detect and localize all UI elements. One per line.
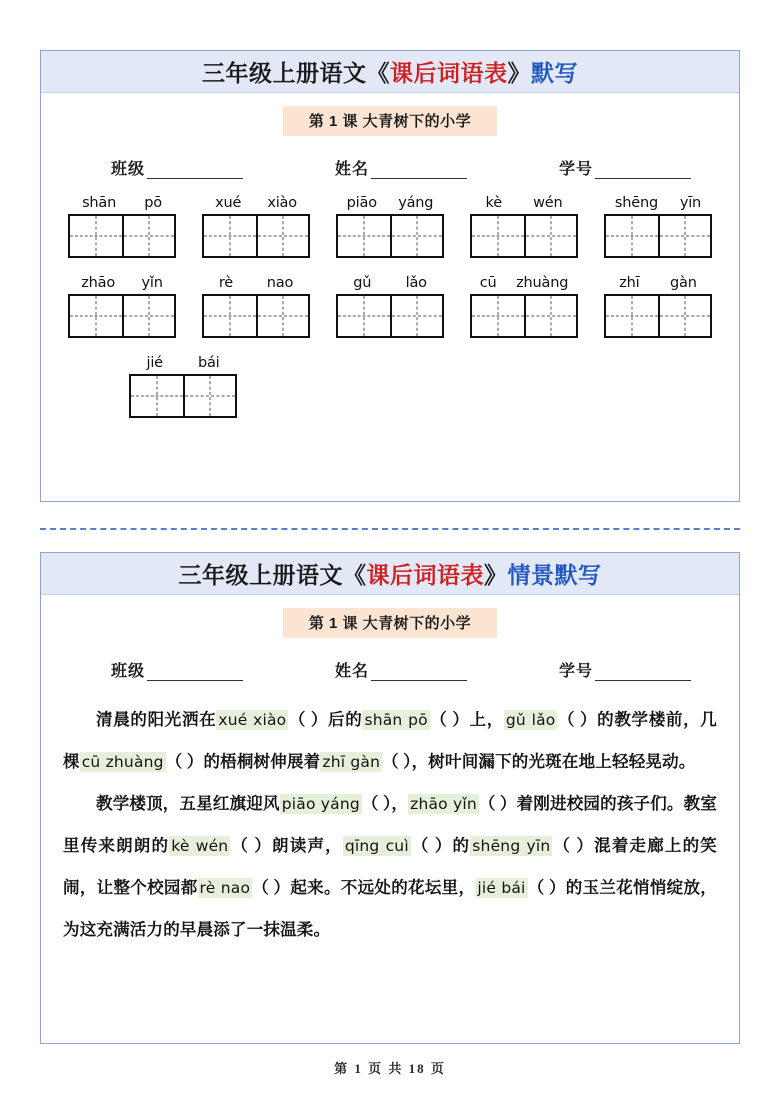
tianzige-cell[interactable] — [472, 296, 524, 336]
passage-area — [41, 699, 739, 950]
tianzige-box[interactable] — [202, 294, 310, 338]
tianzige-cell[interactable] — [70, 216, 122, 256]
word-cell[interactable] — [68, 275, 176, 338]
pinyin-syllable: zhī — [619, 275, 640, 291]
tianzige-box[interactable] — [604, 294, 712, 338]
tianzige-box[interactable] — [336, 294, 444, 338]
pinyin-syllable: yáng — [398, 195, 434, 211]
pinyin-syllable: piāo — [346, 195, 377, 211]
student-id-input-line[interactable] — [595, 163, 691, 179]
student-info-row — [41, 658, 739, 681]
tianzige-box[interactable] — [202, 214, 310, 258]
pinyin-prompt: piāo yáng — [281, 795, 360, 813]
pinyin-prompt: zhī gàn — [322, 753, 381, 771]
student-id-field[interactable] — [559, 658, 691, 681]
pinyin-pair — [604, 275, 712, 291]
pinyin-prompt: shēng yīn — [472, 837, 551, 855]
word-cell[interactable] — [336, 275, 444, 338]
pinyin-pair — [202, 195, 310, 211]
title-suffix: 默写 — [531, 61, 578, 86]
word-cell[interactable] — [470, 195, 578, 258]
tianzige-cell[interactable] — [204, 216, 256, 256]
pinyin-prompt: qīng cuì — [344, 837, 409, 855]
tianzige-cell[interactable] — [256, 216, 308, 256]
passage-text: 教学楼顶，五星红旗迎风 — [96, 794, 280, 813]
tianzige-cell[interactable] — [338, 296, 390, 336]
class-label: 班级 — [111, 161, 146, 178]
class-input-line[interactable] — [147, 163, 243, 179]
tianzige-cell[interactable] — [524, 296, 576, 336]
passage-text: （ ）起来。不远处的花坛里， — [252, 878, 476, 897]
pinyin-syllable: jié — [146, 355, 163, 371]
word-cell[interactable] — [202, 195, 310, 258]
pinyin-syllable: gàn — [670, 275, 697, 291]
pinyin-syllable: gǔ — [353, 275, 372, 291]
title-emphasis: 课后词语表 — [366, 563, 484, 588]
pinyin-syllable: kè — [485, 195, 502, 211]
title-suffix: 情景默写 — [507, 563, 602, 588]
pinyin-syllable: zhuàng — [516, 275, 569, 291]
passage-text: （ ）的教学楼前，几棵 — [63, 710, 718, 771]
title-prefix: 三年级上册语文 — [178, 563, 343, 588]
word-row — [41, 275, 739, 338]
tianzige-cell[interactable] — [70, 296, 122, 336]
tianzige-cell[interactable] — [658, 216, 710, 256]
name-input-line[interactable] — [371, 163, 467, 179]
title-bracket-close: 》 — [484, 563, 508, 588]
pinyin-prompt: xué xiào — [218, 711, 287, 729]
name-label: 姓名 — [334, 161, 369, 178]
pinyin-syllable: bái — [197, 355, 220, 371]
name-field[interactable] — [335, 156, 467, 179]
pinyin-prompt: jié bái — [477, 879, 526, 897]
pinyin-prompt: rè nao — [199, 879, 251, 897]
tianzige-cell[interactable] — [131, 376, 183, 416]
student-id-label: 学号 — [558, 663, 593, 680]
word-row — [41, 195, 739, 258]
passage-text: （ ），树叶间漏下的光斑在地上轻轻晃动。 — [382, 752, 696, 771]
page-title — [202, 55, 578, 88]
lesson-row — [41, 608, 739, 638]
passage-paragraph — [63, 783, 717, 950]
word-cell[interactable] — [202, 275, 310, 338]
word-cell[interactable] — [604, 275, 712, 338]
passage-paragraph — [63, 699, 717, 783]
pinyin-prompt: zhāo yǐn — [410, 795, 477, 813]
name-field[interactable] — [335, 658, 467, 681]
pinyin-syllable: nao — [266, 275, 294, 291]
word-row — [41, 355, 739, 418]
tianzige-cell[interactable] — [390, 216, 442, 256]
word-cell[interactable] — [129, 355, 237, 418]
tianzige-box[interactable] — [68, 214, 176, 258]
class-field[interactable] — [111, 156, 243, 179]
name-input-line[interactable] — [371, 665, 467, 681]
tianzige-cell[interactable] — [658, 296, 710, 336]
pinyin-syllable: shān — [82, 195, 117, 211]
page-footer: 第 1 页 共 18 页 — [334, 1061, 446, 1076]
title-band — [41, 553, 739, 595]
pinyin-syllable: wén — [533, 195, 563, 211]
student-id-field[interactable] — [559, 156, 691, 179]
tianzige-cell[interactable] — [390, 296, 442, 336]
pinyin-pair — [129, 355, 237, 371]
pinyin-syllable: xiào — [267, 195, 297, 211]
worksheet-panel-dictation — [40, 50, 740, 502]
student-id-input-line[interactable] — [595, 665, 691, 681]
tianzige-cell[interactable] — [606, 296, 658, 336]
pinyin-pair — [336, 275, 444, 291]
tianzige-cell[interactable] — [122, 216, 174, 256]
pinyin-prompt: gǔ lǎo — [505, 711, 556, 729]
section-separator — [40, 528, 740, 530]
passage-text: （ ）的梧桐树伸展着 — [165, 752, 321, 771]
pinyin-pair — [470, 195, 578, 211]
tianzige-box[interactable] — [129, 374, 237, 418]
passage-text: （ ）朗读声， — [230, 836, 343, 855]
student-id-label: 学号 — [558, 161, 593, 178]
pinyin-syllable: zhāo — [81, 275, 116, 291]
pinyin-pair — [68, 195, 176, 211]
pinyin-pair — [604, 195, 712, 211]
worksheet-panel-context-dictation — [40, 552, 740, 1044]
tianzige-cell[interactable] — [338, 216, 390, 256]
word-cell[interactable] — [68, 195, 176, 258]
pinyin-pair — [470, 275, 578, 291]
pinyin-syllable: cū — [479, 275, 497, 291]
word-cell[interactable] — [336, 195, 444, 258]
pinyin-syllable: xué — [215, 195, 242, 211]
student-info-row — [41, 156, 739, 179]
tianzige-cell[interactable] — [256, 296, 308, 336]
class-label: 班级 — [111, 663, 146, 680]
tianzige-cell[interactable] — [606, 216, 658, 256]
pinyin-pair — [68, 275, 176, 291]
pinyin-syllable: rè — [218, 275, 234, 291]
tianzige-cell[interactable] — [183, 376, 235, 416]
lesson-badge: 第 1 课 大青树下的小学 — [283, 608, 497, 638]
pinyin-prompt: kè wén — [171, 837, 229, 855]
passage-text: 清晨的阳光洒在 — [96, 710, 217, 729]
title-prefix: 三年级上册语文 — [202, 61, 367, 86]
word-cell[interactable] — [470, 275, 578, 338]
pinyin-syllable: shēng — [614, 195, 658, 211]
title-band — [41, 51, 739, 93]
word-grid-area — [41, 195, 739, 418]
name-label: 姓名 — [334, 663, 369, 680]
class-field[interactable] — [111, 658, 243, 681]
passage-text: （ ）上， — [429, 710, 504, 729]
tianzige-box[interactable] — [68, 294, 176, 338]
pinyin-prompt: cū zhuàng — [81, 753, 164, 771]
word-cell[interactable] — [604, 195, 712, 258]
page-title — [179, 557, 602, 590]
tianzige-cell[interactable] — [524, 216, 576, 256]
tianzige-box[interactable] — [604, 214, 712, 258]
passage-text: （ ）后的 — [288, 710, 363, 729]
passage-text: （ ）混着走廊上的笑闹，让整个校园都 — [63, 836, 718, 897]
tianzige-cell[interactable] — [122, 296, 174, 336]
tianzige-cell[interactable] — [472, 216, 524, 256]
class-input-line[interactable] — [147, 665, 243, 681]
lesson-row — [41, 106, 739, 136]
pinyin-syllable: yīn — [679, 195, 702, 211]
pinyin-prompt: shān pō — [364, 711, 428, 729]
title-bracket-open: 《 — [343, 563, 367, 588]
pinyin-pair — [336, 195, 444, 211]
tianzige-box[interactable] — [470, 214, 578, 258]
pinyin-syllable: yǐn — [141, 275, 163, 291]
passage-text: （ ）的 — [410, 836, 471, 855]
title-emphasis: 课后词语表 — [390, 61, 508, 86]
passage-text: （ ）的玉兰花悄悄绽放，为这充满活力的早晨添了一抹温柔。 — [63, 878, 717, 939]
lesson-badge: 第 1 课 大青树下的小学 — [283, 106, 497, 136]
title-bracket-close: 》 — [507, 61, 531, 86]
title-bracket-open: 《 — [366, 61, 390, 86]
pinyin-syllable: lǎo — [405, 275, 427, 291]
passage-text: （ ）， — [361, 794, 409, 813]
pinyin-syllable: pō — [144, 195, 162, 211]
tianzige-box[interactable] — [470, 294, 578, 338]
tianzige-cell[interactable] — [204, 296, 256, 336]
pinyin-pair — [202, 275, 310, 291]
tianzige-box[interactable] — [336, 214, 444, 258]
passage-text: （ ）着刚进校园的孩子们。教室里传来朗朗的 — [63, 794, 718, 855]
